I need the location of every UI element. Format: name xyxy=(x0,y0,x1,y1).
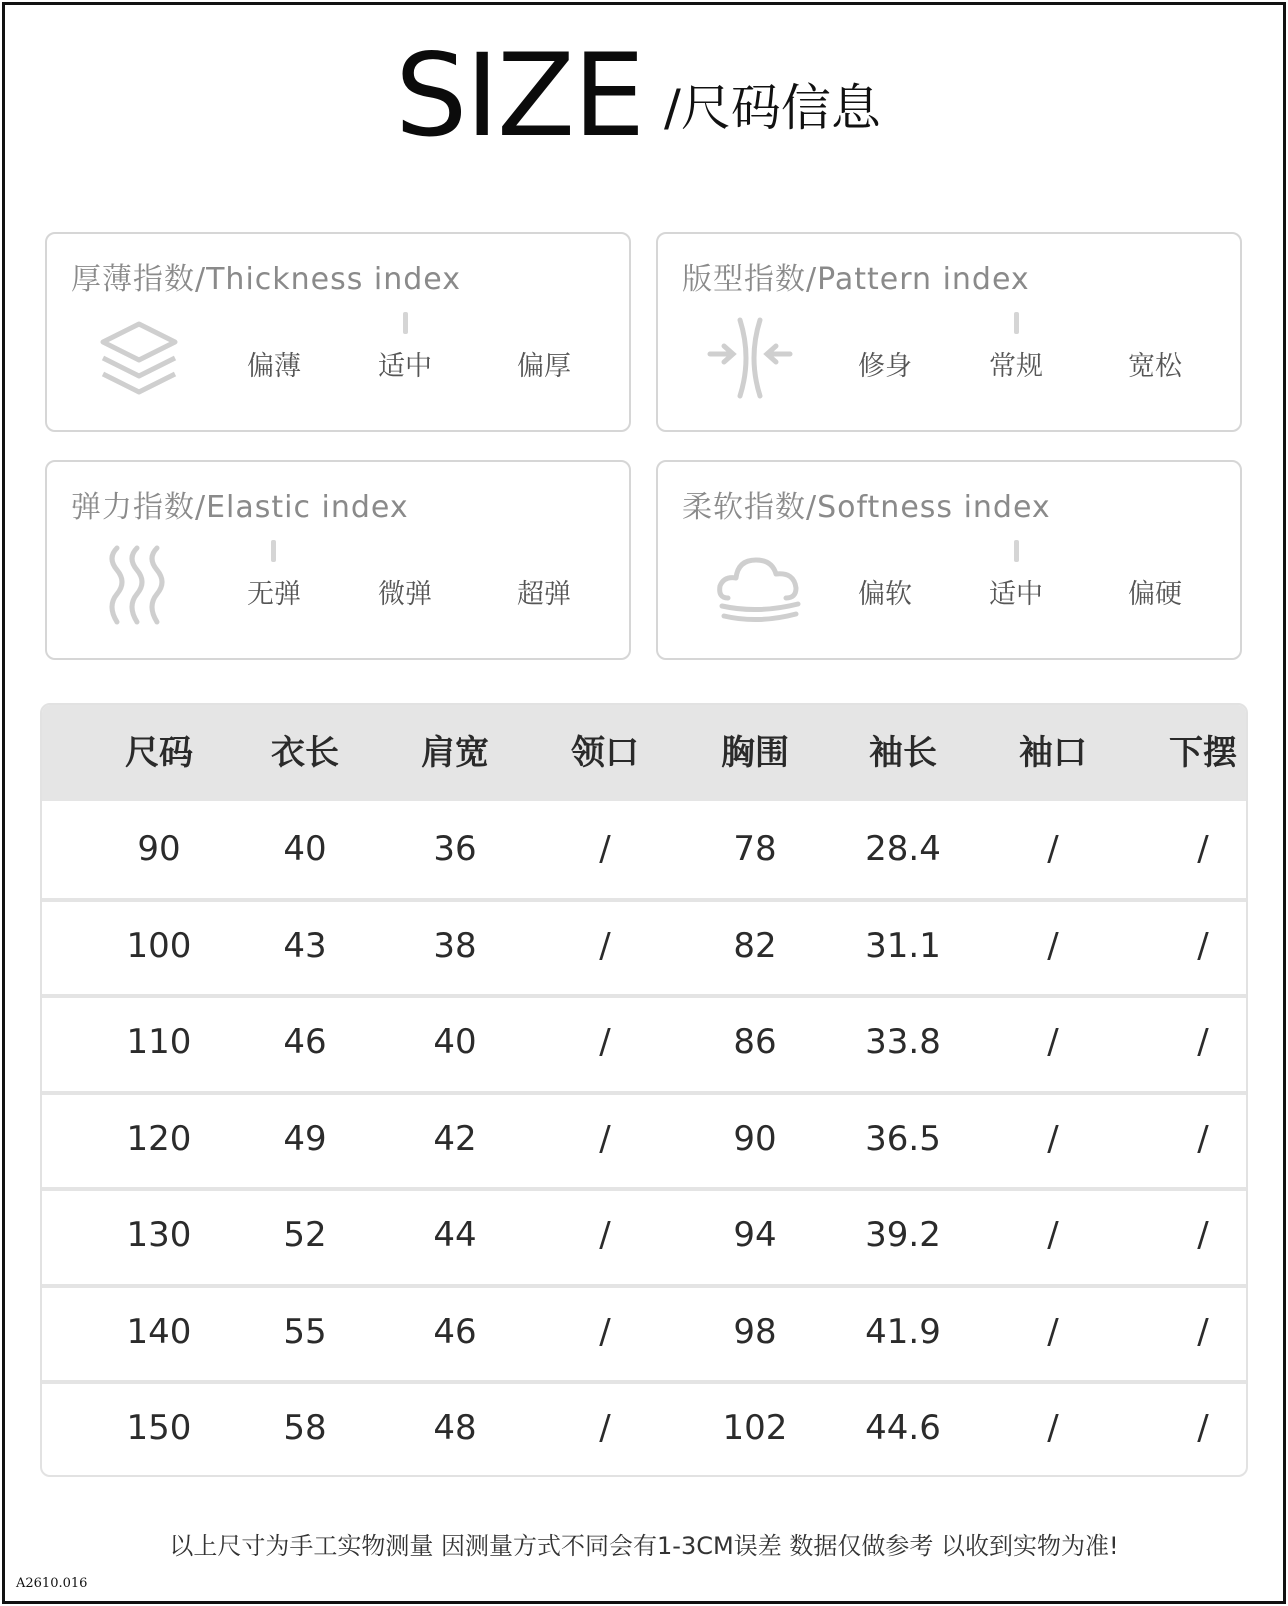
table-cell: 46 xyxy=(433,1311,477,1352)
table-cell: 40 xyxy=(433,1022,477,1062)
selection-marker xyxy=(1014,540,1019,562)
table-cell: 55 xyxy=(283,1311,327,1352)
table-cell: 39.2 xyxy=(865,1215,941,1255)
option-no-stretch: 无弹 xyxy=(247,579,301,610)
option-hard: 偏硬 xyxy=(1128,579,1182,610)
table-cell: / xyxy=(1197,1311,1209,1352)
table-cell: / xyxy=(599,1215,611,1255)
selection-marker xyxy=(1014,312,1019,334)
table-cell: 150 xyxy=(126,1408,192,1448)
table-cell: / xyxy=(1047,829,1059,869)
title-main: SIZE xyxy=(395,29,644,162)
table-cell: / xyxy=(1197,1118,1209,1159)
selection-marker xyxy=(271,540,276,562)
table-cell: 44 xyxy=(433,1215,477,1255)
card-title: 弹力指数/Elastic index xyxy=(71,490,409,525)
table-cell: / xyxy=(599,1408,611,1448)
table-cell: / xyxy=(599,1311,611,1352)
elastic-index-card xyxy=(45,460,631,660)
table-cell: 31.1 xyxy=(865,925,941,966)
table-cell: 49 xyxy=(283,1118,327,1159)
layers-icon xyxy=(95,314,183,402)
table-row xyxy=(42,1187,1246,1283)
table-row xyxy=(42,898,1246,994)
table-cell: 98 xyxy=(733,1311,777,1352)
table-cell: / xyxy=(1197,1408,1209,1448)
table-cell: 38 xyxy=(433,925,477,966)
card-title: 柔软指数/Softness index xyxy=(682,490,1051,525)
table-row xyxy=(42,1091,1246,1187)
table-cell: 36.5 xyxy=(865,1118,941,1159)
softness-index-card xyxy=(656,460,1242,660)
page-title xyxy=(0,29,1288,162)
table-cell: 102 xyxy=(722,1408,788,1448)
table-cell: / xyxy=(1047,1311,1059,1352)
selection-marker xyxy=(403,312,408,334)
table-cell: / xyxy=(599,829,611,869)
header-length: 衣长 xyxy=(271,733,339,773)
title-sub: /尺码信息 xyxy=(664,79,881,137)
table-cell: 120 xyxy=(126,1118,192,1159)
table-cell: / xyxy=(1197,1215,1209,1255)
card-title: 厚薄指数/Thickness index xyxy=(71,262,461,297)
table-cell: / xyxy=(1047,1118,1059,1159)
table-row xyxy=(42,1284,1246,1380)
option-high-stretch: 超弹 xyxy=(517,579,571,610)
table-cell: 78 xyxy=(733,829,777,869)
header-chest: 胸围 xyxy=(721,733,789,773)
table-cell: 130 xyxy=(126,1215,192,1255)
card-title: 版型指数/Pattern index xyxy=(682,262,1030,297)
table-cell: 46 xyxy=(283,1022,327,1062)
option-thin: 偏薄 xyxy=(247,351,301,382)
option-loose: 宽松 xyxy=(1128,351,1182,382)
table-cell: / xyxy=(1047,1215,1059,1255)
option-slim: 修身 xyxy=(858,351,912,382)
table-cell: 82 xyxy=(733,925,777,966)
table-cell: 90 xyxy=(733,1118,777,1159)
thickness-index-card xyxy=(45,232,631,432)
table-cell: / xyxy=(1047,925,1059,966)
option-slight-stretch: 微弹 xyxy=(378,579,432,610)
header-size: 尺码 xyxy=(125,733,193,773)
cloud-icon xyxy=(714,542,804,630)
option-medium: 适中 xyxy=(989,579,1043,610)
table-cell: 33.8 xyxy=(865,1022,941,1062)
table-cell: / xyxy=(1197,925,1209,966)
table-cell: / xyxy=(1197,829,1209,869)
table-cell: 36 xyxy=(433,829,477,869)
pattern-index-card xyxy=(656,232,1242,432)
wave-lines-icon xyxy=(95,542,183,630)
table-cell: 140 xyxy=(126,1311,192,1352)
size-table xyxy=(40,703,1248,1477)
table-cell: 110 xyxy=(126,1022,192,1062)
option-thick: 偏厚 xyxy=(517,351,571,382)
table-header xyxy=(42,705,1246,801)
table-cell: 28.4 xyxy=(865,829,941,869)
table-cell: / xyxy=(599,1022,611,1062)
table-cell: 58 xyxy=(283,1408,327,1448)
table-cell: 100 xyxy=(126,925,192,966)
table-cell: 41.9 xyxy=(865,1311,941,1352)
table-cell: 48 xyxy=(433,1408,477,1448)
product-code: A2610.016 xyxy=(16,1576,88,1591)
measurement-note: 以上尺寸为手工实物测量 因测量方式不同会有1-3CM误差 数据仅做参考 以收到实物为准! xyxy=(169,1532,1119,1560)
fit-arrows-icon xyxy=(706,314,794,402)
table-cell: 90 xyxy=(137,829,181,869)
header-hem: 下摆 xyxy=(1169,733,1237,773)
table-cell: 94 xyxy=(733,1215,777,1255)
table-cell: 86 xyxy=(733,1022,777,1062)
table-cell: / xyxy=(599,925,611,966)
table-cell: 43 xyxy=(283,925,327,966)
option-medium: 适中 xyxy=(378,351,432,382)
table-cell: 52 xyxy=(283,1215,327,1255)
table-cell: / xyxy=(1197,1022,1209,1062)
table-cell: 40 xyxy=(283,829,327,869)
table-row xyxy=(42,1380,1246,1476)
header-sleeve-length: 袖长 xyxy=(869,733,937,773)
header-shoulder: 肩宽 xyxy=(421,733,489,773)
table-cell: / xyxy=(599,1118,611,1159)
table-cell: / xyxy=(1047,1408,1059,1448)
header-collar: 领口 xyxy=(571,733,639,773)
table-row xyxy=(42,801,1246,897)
table-row xyxy=(42,994,1246,1090)
header-cuff: 袖口 xyxy=(1019,733,1087,773)
table-cell: 44.6 xyxy=(865,1408,941,1448)
option-regular: 常规 xyxy=(989,351,1043,382)
option-soft: 偏软 xyxy=(858,579,912,610)
table-cell: / xyxy=(1047,1022,1059,1062)
table-cell: 42 xyxy=(433,1118,477,1159)
